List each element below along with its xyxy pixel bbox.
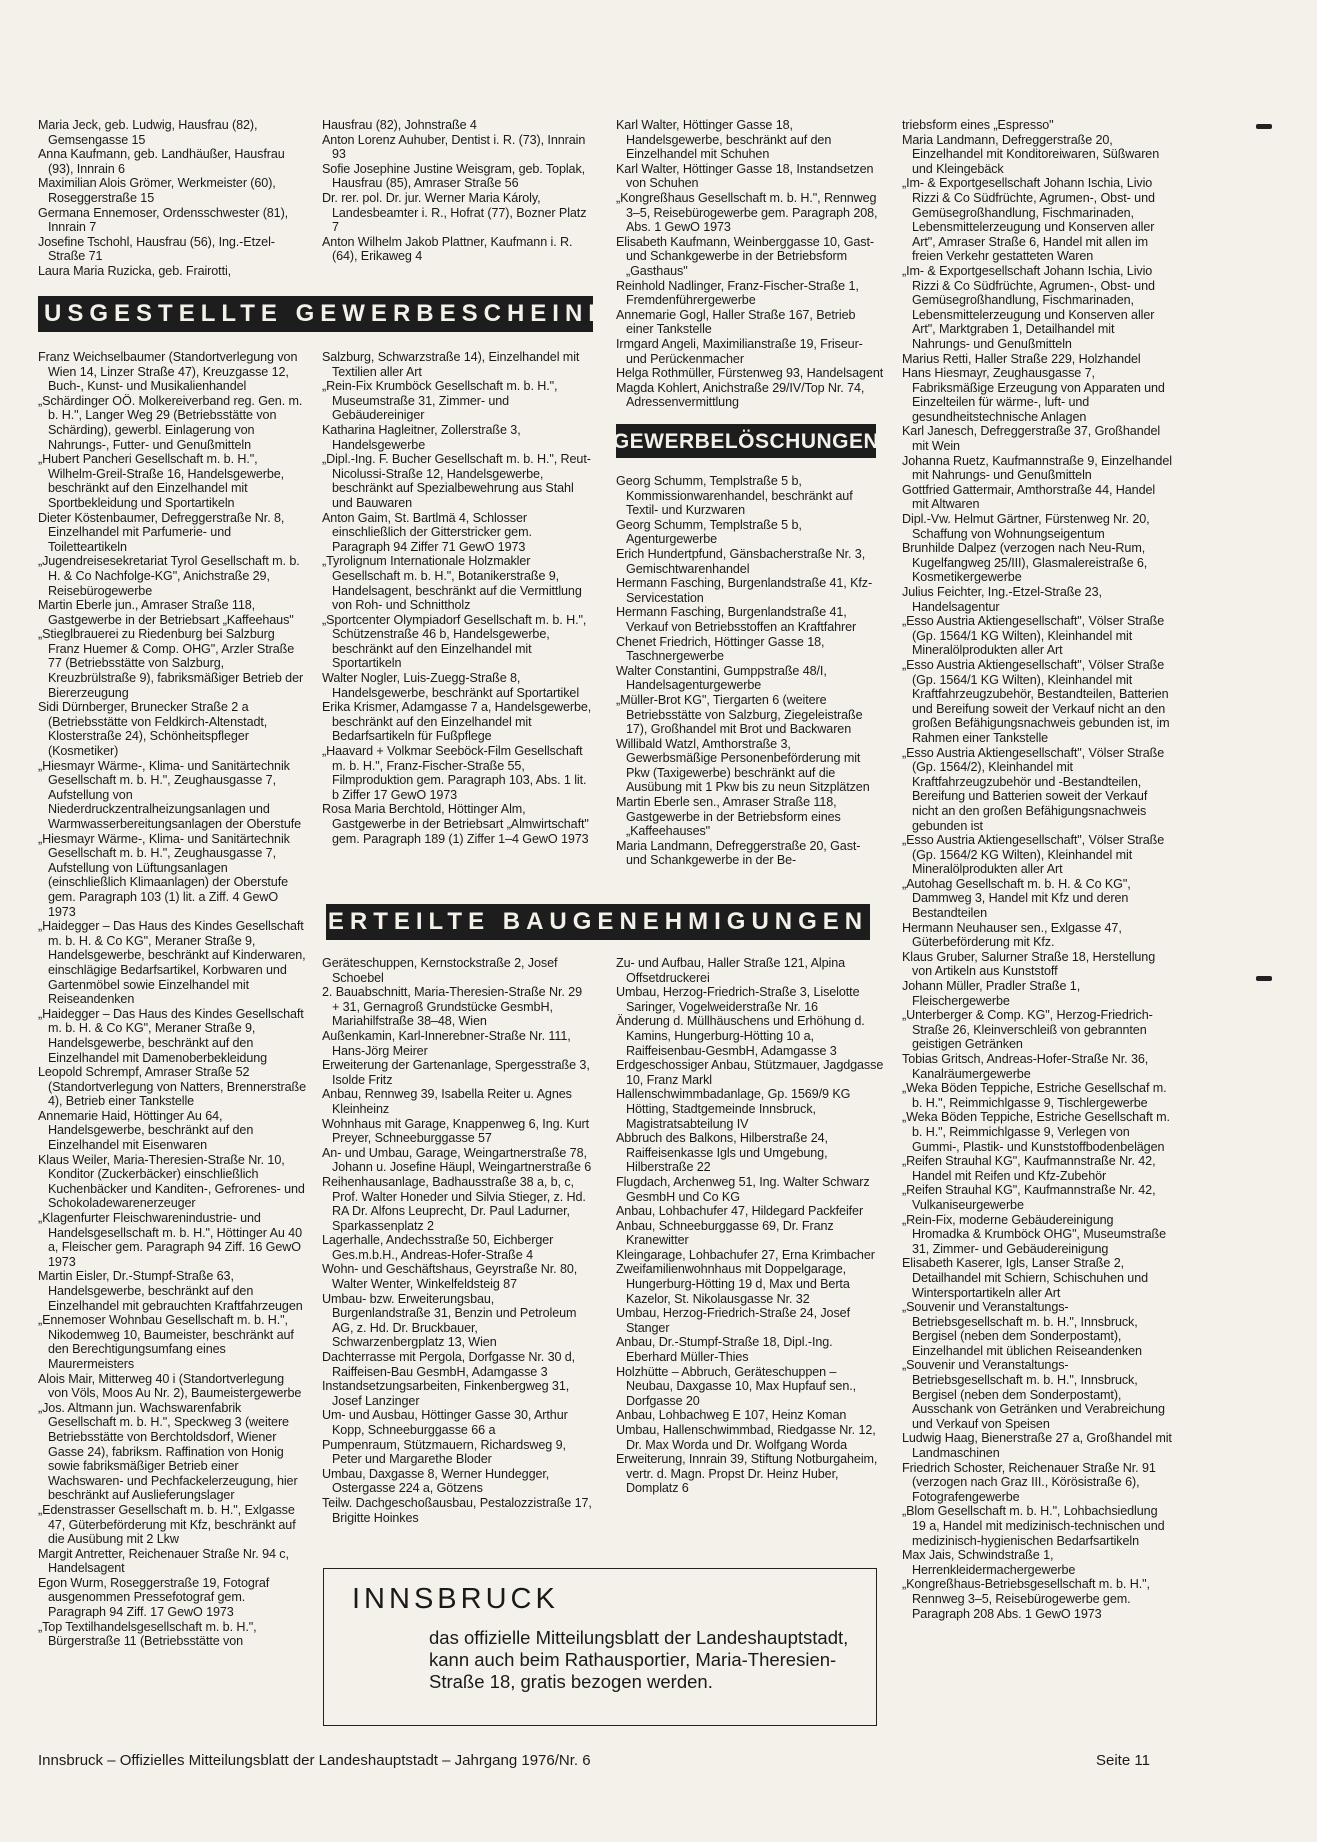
list-entry: Kleingarage, Lohbachufer 27, Erna Krimbacher — [616, 1247, 875, 1262]
list-entry: „Souvenir und Veranstaltungs-Betriebsgesellschaft m. b. H.", Innsbruck, Bergisel (neben dem Sonderpostamt), Einzelhandel mit üblichen Reiseandenken — [902, 1300, 1142, 1358]
list-entry: Annemarie Gogl, Haller Straße 167, Betrieb einer Tankstelle — [616, 307, 856, 337]
list-entry: „Jugendreisesekretariat Tyrol Gesellschaft m. b. H. & Co Nachfolge-KG", Anichstraße 29, Reisebürogewerbe — [38, 554, 300, 598]
list-entry: Erika Krismer, Adamgasse 7 a, Handelsgewerbe, beschränkt auf den Einzelhandel mit Bedarfsartikeln für Fußpflege — [322, 700, 592, 744]
list-entry: „Hubert Pancheri Gesellschaft m. b. H.", Wilhelm-Greil-Straße 16, Handelsgewerbe, beschränkt auf den Einzelhandel mit Sportbekleidung und Sportartikeln — [38, 452, 285, 510]
list-entry: „Reifen Strauhal KG", Kaufmannstraße Nr. 42, Vulkaniseurgewerbe — [902, 1183, 1156, 1212]
list-entry: Dachterrasse mit Pergola, Dorfgasse Nr. 30 d, Raiffeisen-Bau GesmbH, Adamgasse 3 — [322, 1350, 576, 1379]
list-entry: Egon Wurm, Roseggerstraße 19, Fotograf ausgenommen Pressefotograf gem. Paragraph 94 Ziff. 17 GewO 1973 — [38, 1575, 270, 1620]
list-entry: Zweifamilienwohnhaus mit Doppelgarage, Hungerburg-Hötting 19 d, Max und Berta Kazelor, St. Nikolausgasse Nr. 32 — [616, 1262, 850, 1306]
list-entry: Walter Nogler, Luis-Zuegg-Straße 8, Handelsgewerbe, beschränkt auf Sportartikel — [322, 671, 580, 700]
footer-publication: Innsbruck – Offizielles Mitteilungsblatt der Landeshauptstadt – Jahrgang 1976/Nr. 6 — [38, 1752, 591, 1769]
list-entry: „Edenstrasser Gesellschaft m. b. H.", Exlgasse 47, Güterbeförderung mit Kfz, beschränkt auf die Ausübung mit 2 Lkw — [38, 1502, 296, 1547]
list-entry: Reinhold Nadlinger, Franz-Fischer-Straße 1, Fremdenführergewerbe — [616, 278, 859, 308]
list-entry: Brunhilde Dalpez (verzogen nach Neu-Rum, Kugelfangweg 25/III), Glasmalereistraße 6, Kosmetikergewerbe — [902, 541, 1148, 585]
list-entry: Margit Antretter, Reichenauer Straße Nr. 94 c, Handelsagent — [38, 1546, 289, 1576]
list-entry: Martin Eisler, Dr.-Stumpf-Straße 63, Handelsgewerbe, beschränkt auf den Einzelhandel mit gebrauchten Kraftfahrzeugen — [38, 1269, 303, 1313]
list-entry: „Sportcenter Olympiadorf Gesellschaft m. b. H.", Schützenstraße 46 b, Handelsgewerbe, beschränkt auf den Einzelhandel mit Sportartikeln — [322, 612, 587, 671]
list-entry: Johanna Ruetz, Kaufmannstraße 9, Einzelhandel mit Nahrungs- und Genußmitteln — [902, 453, 1172, 483]
list-entry: „Stieglbrauerei zu Riedenburg bei Salzburg Franz Huemer & Comp. OHG", Arzler Straße 77 (Betriebsstätte von Salzburg, Kreuzbrülstraße 9), fabriksmäßiger Betrieb der Biererzeugung — [38, 627, 304, 700]
list-entry: Dr. rer. pol. Dr. jur. Werner Maria Károly, Landesbeamter i. R., Hofrat (77), Bozner Platz 7 — [322, 190, 587, 235]
list-entry: „Müller-Brot KG", Tiergarten 6 (weitere Betriebsstätte von Salzburg, Ziegeleistraße 17), Großhandel mit Brot und Backwaren — [616, 692, 863, 737]
list-entry: Elisabeth Kaserer, Igls, Lanser Straße 2, Detailhandel mit Schiern, Schischuhen und Wintersportartikeln aller Art — [902, 1256, 1149, 1300]
list-entry: Umbau, Herzog-Friedrich-Straße 3, Liselotte Saringer, Vogelweiderstraße Nr. 16 — [616, 985, 860, 1014]
list-entry: Umbau, Daxgasse 8, Werner Hundegger, Ostergasse 224 a, Götzens — [322, 1466, 550, 1496]
list-entry: Leopold Schrempf, Amraser Straße 52 (Standortverlegung von Natters, Brennerstraße 4), Betrieb einer Tankstelle — [38, 1065, 307, 1109]
list-entry: Außenkamin, Karl-Innerebner-Straße Nr. 111, Hans-Jörg Meirer — [322, 1028, 571, 1058]
list-entry: Maria Landmann, Defreggerstraße 20, Gast- und Schankgewerbe in der Be- — [616, 838, 861, 868]
list-entry: Gottfried Gattermair, Amthorstraße 44, Handel mit Altwaren — [902, 482, 1156, 512]
list-entry: Franz Weichselbaumer (Standortverlegung von Wien 14, Linzer Straße 47), Kreuzgasse 12, Buch-, Kunst- und Musikalienhandel — [38, 350, 298, 394]
list-entry: Johann Müller, Pradler Straße 1, Fleischergewerbe — [902, 979, 1081, 1008]
list-entry: Um- und Ausbau, Höttinger Gasse 30, Arthur Kopp, Schneeburggasse 66 a — [322, 1408, 568, 1437]
list-entry: Maximilian Alois Grömer, Werkmeister (60), Roseggerstraße 15 — [38, 176, 276, 205]
list-entry: Dieter Köstenbaumer, Defreggerstraße Nr. 8, Einzelhandel mit Parfumerie- und Toiletteartikeln — [38, 510, 285, 554]
column3-trade-cancellations — [616, 474, 884, 868]
list-entry: „Souvenir und Veranstaltungs-Betriebsgesellschaft m. b. H.", Innsbruck, Bergisel (neben dem Sonderpostamt), Ausschank von Getränken und Verabreichung und Verkauf von Speisen — [902, 1358, 1165, 1431]
info-box-title: INNSBRUCK — [352, 1583, 559, 1615]
list-entry: Hermann Neuhauser sen., Exlgasse 47, Güterbeförderung mit Kfz. — [902, 920, 1122, 950]
list-entry: Martin Eberle sen., Amraser Straße 118, Gastgewerbe in der Betriebsform eines „Kaffeehauses" — [616, 795, 841, 839]
list-entry: „Dipl.-Ing. F. Bucher Gesellschaft m. b. H.", Reut-Nicolussi-Straße 12, Handelsgewerbe, beschränkt auf Spezialbewehrung aus Stahl und Bauwaren — [322, 452, 591, 510]
column1-trade-licenses — [38, 350, 306, 1649]
list-entry: Georg Schumm, Templstraße 5 b, Kommissionwarenhandel, beschränkt auf Textil- und Kurzwaren — [616, 474, 853, 518]
list-entry: „Klagenfurter Fleischwarenindustrie- und Handelsgesellschaft m. b. H.", Höttinger Au 40 a, Fleischer gem. Paragraph 94 Ziff. 16 GewO 1973 — [38, 1211, 302, 1269]
list-entry: An- und Umbau, Garage, Weingartnerstraße 78, Johann u. Josefine Häupl, Weingartnerstraße 6 — [322, 1145, 592, 1175]
list-entry: Karl Walter, Höttinger Gasse 18, Handelsgewerbe, beschränkt auf den Einzelhandel mit Schuhen — [616, 118, 832, 162]
list-entry: „Ennemoser Wohnbau Gesellschaft m. b. H.", Nikodemweg 10, Baumeister, beschränkt auf den Berechtigungsumfang eines Maurermeisters — [38, 1313, 294, 1371]
list-entry: Hermann Fasching, Burgenlandstraße 41, Verkauf von Betriebsstoffen an Kraftfahrer — [616, 605, 857, 634]
list-entry: Magda Kohlert, Anichstraße 29/IV/Top Nr. 74, Adressenvermittlung — [616, 380, 865, 410]
list-entry: „Haidegger – Das Haus des Kindes Gesellschaft m. b. H. & Co KG", Meraner Straße 9, Handelsgewerbe, beschränkt auf Kinderwaren, einschlägige Bedarfsartikel, Korbwaren und Gartenmöbel sowie Einzelhandel mit Reiseandenken — [38, 919, 306, 1007]
list-entry: Erdgeschossiger Anbau, Stützmauer, Jagdgasse 10, Franz Markl — [616, 1058, 884, 1087]
list-entry: Holzhütte – Abbruch, Geräteschuppen – Neubau, Daxgasse 10, Max Hupfauf sen., Dorfgasse 20 — [616, 1364, 857, 1408]
list-entry: Dipl.-Vw. Helmut Gärtner, Fürstenweg Nr. 20, Schaffung von Wohnungseigentum — [902, 512, 1150, 541]
list-entry: „Kongreßhaus Gesellschaft m. b. H.", Rennweg 3–5, Reisebürogewerbe gem. Paragraph 208, Abs. 1 GewO 1973 — [616, 190, 878, 235]
list-entry: Anton Wilhelm Jakob Plattner, Kaufmann i. R. (64), Erikaweg 4 — [322, 234, 573, 264]
list-entry: triebsform eines „Espresso" — [902, 118, 1054, 132]
list-entry: Anbau, Lohbachufer 47, Hildegard Packfeifer — [616, 1204, 864, 1219]
list-entry: „Esso Austria Aktiengesellschaft", Völser Straße (Gp. 1564/1 KG Wilten), Kleinhandel mit Kraftfahrzeugzubehör, Bestandteilen, Batterien und Bereifung soweit der Verkauf nicht an den großen Befähigungsnachweis gebunden ist, im Rahmen einer Tankstelle — [902, 657, 1170, 745]
list-entry: „Jos. Altmann jun. Wachswarenfabrik Gesellschaft m. b. H.", Speckweg 3 (weitere Betriebsstätte von Berchtoldsdorf, Wiener Gasse 24), fabriksm. Raffination von Honig sowie fabriksmäßiger Betrieb einer Wachswaren- und Pechfackelerzeugung, hier beschränkt auf Auslieferungslager — [38, 1400, 298, 1503]
list-entry: Erweiterung, Innrain 39, Stiftung Notburgaheim, vertr. d. Magn. Propst Dr. Heinz Huber, Domplatz 6 — [616, 1452, 878, 1496]
column4-trade-cancellations — [902, 118, 1174, 1621]
list-entry: Klaus Gruber, Salurner Straße 18, Herstellung von Artikeln aus Kunststoff — [902, 949, 1156, 979]
list-entry: „Blom Gesellschaft m. b. H.", Lohbachsiedlung 19 a, Handel mit medizinisch-technischen und medizinisch-hygienischen Bedarfsartikeln — [902, 1504, 1165, 1548]
list-entry: Anna Kaufmann, geb. Landhäußer, Hausfrau (93), Innrain 6 — [38, 147, 285, 176]
list-entry: Anton Gaim, St. Bartlmä 4, Schlosser einschließlich der Gitterstricker gem. Paragraph 94 Ziffer 71 GewO 1973 — [322, 510, 532, 554]
list-entry: „Kongreßhaus-Betriebsgesellschaft m. b. H.", Rennweg 3–5, Reisebürogewerbe gem. Paragraph 208 Abs. 1 GewO 1973 — [902, 1577, 1150, 1621]
list-entry: „Hiesmayr Wärme-, Klima- und Sanitärtechnik Gesellschaft m. b. H.", Zeughausgasse 7, Aufstellung von Niederdruckzentralheizungsanlagen und Warmwasserbereitungsanlagen der Oberstufe — [38, 758, 302, 831]
list-entry: Alois Mair, Mitterweg 40 i (Standortverlegung von Völs, Moos Au Nr. 2), Baumeistergewerbe — [38, 1371, 302, 1401]
registration-mark — [1256, 124, 1272, 129]
list-entry: „Esso Austria Aktiengesellschaft", Völser Straße (Gp. 1564/2 KG Wilten), Kleinhandel mit Mineralölprodukten aller Art — [902, 833, 1165, 877]
list-entry: „Rein-Fix Krumböck Gesellschaft m. b. H.", Museumstraße 31, Zimmer- und Gebäudereiniger — [322, 379, 558, 423]
list-entry: „Rein-Fix, moderne Gebäudereinigung Hromadka & Krumböck OHG", Museumstraße 31, Zimmer- und Gebäudereinigung — [902, 1212, 1167, 1256]
list-entry: Lagerhalle, Andechsstraße 50, Eichberger Ges.m.b.H., Andreas-Hofer-Straße 4 — [322, 1233, 554, 1262]
list-entry: Umbau, Herzog-Friedrich-Straße 24, Josef Stanger — [616, 1306, 850, 1335]
list-entry: Hausfrau (82), Johnstraße 4 — [322, 118, 477, 132]
list-entry: Georg Schumm, Templstraße 5 b, Agenturgewerbe — [616, 517, 802, 547]
list-entry: Anbau, Schneeburggasse 69, Dr. Franz Kranewitter — [616, 1218, 834, 1248]
list-entry: Friedrich Schoster, Reichenauer Straße Nr. 91 (verzogen nach Graz III., Körösistraße 6), Fotografengewerbe — [902, 1460, 1156, 1504]
list-entry: Erich Hundertpfund, Gänsbacherstraße Nr. 3, Gemischtwarenhandel — [616, 546, 866, 576]
list-entry: „Haavard + Volkmar Seeböck-Film Gesellschaft m. b. H.", Franz-Fischer-Straße 55, Filmproduktion gem. Paragraph 103, Abs. 1 lit. b Ziffer 17 GewO 1973 — [322, 744, 587, 802]
list-entry: Anton Lorenz Auhuber, Dentist i. R. (73), Innrain 93 — [322, 132, 586, 162]
list-entry: „Tyrolignum Internationale Holzmakler Gesellschaft m. b. H.", Botanikerstraße 9, Handelsagent, beschränkt auf die Vermittlung von Roh- und Schnittholz — [322, 554, 582, 613]
list-entry: Klaus Weiler, Maria-Theresien-Straße Nr. 10, Konditor (Zuckerbäcker) einschließlich Kuchenbäcker und Kanditen-, Gefrorenes- und Schokoladewarenerzeuger — [38, 1152, 305, 1211]
list-entry: Josefine Tschohl, Hausfrau (56), Ing.-Etzel-Straße 71 — [38, 234, 275, 264]
list-entry: „Autohag Gesellschaft m. b. H. & Co KG", Dammweg 3, Handel mit Kfz und deren Bestandteilen — [902, 876, 1131, 921]
list-entry: Umbau, Hallenschwimmbad, Riedgasse Nr. 12, Dr. Max Worda und Dr. Wolfgang Worda — [616, 1423, 876, 1452]
list-entry: „Unterberger & Comp. KG", Herzog-Friedrich-Straße 26, Kleinverschleiß von gebrannten geistigen Getränken — [902, 1008, 1153, 1052]
list-entry: Tobias Gritsch, Andreas-Hofer-Straße Nr. 36, Kanalräumergewerbe — [902, 1052, 1149, 1081]
list-entry: Änderung d. Müllhäuschens und Erhöhung d. Kamins, Hungerburg-Hötting 10 a, Raiffeisenbau-GesmbH, Adamgasse 3 — [616, 1014, 865, 1058]
list-entry: Rosa Maria Berchtold, Höttinger Alm, Gastgewerbe in der Betriebsart „Almwirtschaft" gem. Paragraph 189 (1) Ziffer 1–4 GewO 1973 — [322, 802, 589, 846]
column1-obituaries — [38, 118, 306, 279]
section-banner-trade-licenses: AUSGESTELLTE GEWERBESCHEINE — [38, 296, 593, 332]
column3-trade-licenses — [616, 118, 884, 410]
list-entry: Irmgard Angeli, Maximilianstraße 19, Friseur- und Perückenmacher — [616, 336, 863, 366]
list-entry: Geräteschuppen, Kernstockstraße 2, Josef Schoebel — [322, 956, 558, 985]
list-entry: Flugdach, Archenweg 51, Ing. Walter Schwarz GesmbH und Co KG — [616, 1174, 870, 1204]
list-entry: Karl Janesch, Defreggerstraße 37, Großhandel mit Wein — [902, 424, 1161, 454]
registration-mark — [1256, 976, 1272, 981]
list-entry: „Esso Austria Aktiengesellschaft", Völser Straße (Gp. 1564/1 KG Wilten), Kleinhandel mit Mineralölprodukten aller Art — [902, 614, 1165, 658]
list-entry: Hermann Fasching, Burgenlandstraße 41, Kfz-Servicestation — [616, 576, 873, 605]
list-entry: Anbau, Dr.-Stumpf-Straße 18, Dipl.-Ing. Eberhard Müller-Thies — [616, 1335, 833, 1365]
column2-obituaries — [322, 118, 592, 264]
list-entry: Elisabeth Kaufmann, Weinberggasse 10, Gast- und Schankgewerbe in der Betriebsform „Gasthaus" — [616, 234, 874, 278]
list-entry: 2. Bauabschnitt, Maria-Theresien-Straße Nr. 29 + 31, Gernagroß Grundstücke GesmbH, Mariahilfstraße 38–48, Wien — [322, 985, 582, 1029]
list-entry: Wohn- und Geschäftshaus, Geyrstraße Nr. 80, Walter Wenter, Winkelfeldsteig 87 — [322, 1262, 578, 1292]
list-entry: Abbruch des Balkons, Hilberstraße 24, Raiffeisenkasse Igls und Umgebung, Hilberstraße 22 — [616, 1131, 828, 1175]
list-entry: Marius Retti, Haller Straße 229, Holzhandel — [902, 351, 1141, 366]
footer-page-number: Seite 11 — [1096, 1752, 1150, 1769]
list-entry: „Im- & Exportgesellschaft Johann Ischia, Livio Rizzi & Co Südfrüchte, Agrumen-, Obst- und Gemüsegroßhandlung, Fischmarinaden, Lebensmittelerzeugung und Konserven aller Art", Marktgraben 1, Detailhandel mit Nahrungs- und Genußmitteln — [902, 263, 1155, 351]
list-entry: Sidi Dürnberger, Brunecker Straße 2 a (Betriebsstätte von Feldkirch-Altenstadt, Klosterstraße 24), Schönheitspfleger (Kosmetiker) — [38, 700, 268, 759]
list-entry: „Schärdinger OÖ. Molkereiverband reg. Gen. m. b. H.", Langer Weg 29 (Betriebsstätte von Schärding), gewerbl. Einlagerung von Nahrungs-, Futter- und Genußmitteln — [38, 393, 303, 452]
list-entry: Laura Maria Ruzicka, geb. Frairotti, — [38, 263, 232, 278]
list-entry: Teilw. Dachgeschoßausbau, Pestalozzistraße 17, Brigitte Hoinkes — [322, 1495, 592, 1525]
section-banner-trade-cancellations: GEWERBELÖSCHUNGEN — [616, 424, 876, 458]
list-entry: Reihenhausanlage, Badhausstraße 38 a, b, c, Prof. Walter Honeder und Silvia Stieger, z. Hd. RA Dr. Alfons Leuprecht, Dr. Paul Ladurner, Sparkassenplatz 2 — [322, 1174, 586, 1233]
list-entry: „Reifen Strauhal KG", Kaufmannstraße Nr. 42, Handel mit Reifen und Kfz-Zubehör — [902, 1154, 1156, 1183]
list-entry: „Weka Böden Teppiche, Estriche Gesellschaf m. b. H.", Reimmichlgasse 9, Tischlergewerbe — [902, 1081, 1167, 1110]
list-entry: Hallenschwimmbadanlage, Gp. 1569/9 KG Hötting, Stadtgemeinde Innsbruck, Magistratsabteilung IV — [616, 1087, 851, 1131]
list-entry: Annemarie Haid, Höttinger Au 64, Handelsgewerbe, beschränkt auf den Einzelhandel mit Eisenwaren — [38, 1108, 254, 1153]
list-entry: Sofie Josephine Justine Weisgram, geb. Toplak, Hausfrau (85), Amraser Straße 56 — [322, 161, 586, 191]
list-entry: Walter Constantini, Gumppstraße 48/I, Handelsagenturgewerbe — [616, 663, 827, 693]
list-entry: Maria Landmann, Defreggerstraße 20, Einzelhandel mit Konditoreiwaren, Süßwaren und Kleingebäck — [902, 132, 1160, 176]
list-entry: Helga Rothmüller, Fürstenweg 93, Handelsagent — [616, 366, 884, 381]
list-entry: „Im- & Exportgesellschaft Johann Ischia, Livio Rizzi & Co Südfrüchte, Agrumen-, Obst- und Gemüsegroßhandlung, Fischmarinaden, Lebensmittelerzeugung und Konserven aller Art", Amraser Straße 6, Handel mit allen im freien Verkehr gestatteten Waren — [902, 176, 1155, 264]
column2-building-permits — [322, 956, 592, 1525]
column2-trade-licenses — [322, 350, 592, 846]
list-entry: Max Jais, Schwindstraße 1, Herrenkleidermachergewerbe — [902, 1548, 1076, 1577]
list-entry: Katharina Hagleitner, Zollerstraße 3, Handelsgewerbe — [322, 422, 521, 452]
list-entry: Anbau, Rennweg 39, Isabella Reiter u. Agnes Kleinheinz — [322, 1087, 572, 1116]
list-entry: Willibald Watzl, Amthorstraße 3, Gewerbsmäßige Personenbeförderung mit Pkw (Taxigewerbe) beschränkt auf die Ausübung mit 1 Pkw bis zu neun Sitzplätzen — [616, 736, 870, 795]
list-entry: Umbau- bzw. Erweiterungsbau, Burgenlandstraße 31, Benzin und Petroleum AG, z. Hd. Dr. Bruckbauer, Schwarzenbergplatz 13, Wien — [322, 1291, 577, 1350]
list-entry: Anbau, Lohbachweg E 107, Heinz Koman — [616, 1408, 847, 1423]
list-entry: Salzburg, Schwarzstraße 14), Einzelhandel mit Textilien aller Art — [322, 350, 580, 379]
list-entry: Chenet Friedrich, Höttinger Gasse 18, Taschnergewerbe — [616, 634, 825, 664]
list-entry: Zu- und Aufbau, Haller Straße 121, Alpina Offsetdruckerei — [616, 956, 846, 985]
list-entry: Julius Feichter, Ing.-Etzel-Straße 23, Handelsagentur — [902, 585, 1102, 614]
list-entry: „Haidegger – Das Haus des Kindes Gesellschaft m. b. H. & Co KG", Meraner Straße 9, Handelsgewerbe, beschränkt auf den Einzelhandel mit Damenoberbekleidung — [38, 1006, 304, 1065]
list-entry: Hans Hiesmayr, Zeughausgasse 7, Fabriksmäßige Erzeugung von Apparaten und Einzelteilen für wärme-, luft- und gesundheitstechnische Anlagen — [902, 366, 1165, 424]
list-entry: Erweiterung der Gartenanlage, Spergesstraße 3, Isolde Fritz — [322, 1058, 590, 1087]
list-entry: Wohnhaus mit Garage, Knappenweg 6, Ing. Kurt Preyer, Schneeburggasse 57 — [322, 1116, 589, 1146]
list-entry: Pumpenraum, Stützmauern, Richardsweg 9, Peter und Margarethe Bloder — [322, 1437, 566, 1467]
list-entry: „Hiesmayr Wärme-, Klima- und Sanitärtechnik Gesellschaft m. b. H.", Zeughausgasse 7, Aufstellung von Lüftungsanlagen (einschließlich Klimaanlagen) der Oberstufe gem. Paragraph 103 (1) lit. a Ziff. 4 GewO 1973 — [38, 831, 290, 919]
list-entry: „Top Textilhandelsgesellschaft m. b. H.", Bürgerstraße 11 (Betriebsstätte von — [38, 1619, 257, 1649]
column3-building-permits — [616, 956, 884, 1496]
list-entry: Martin Eberle jun., Amraser Straße 118, Gastgewerbe in der Betriebsart „Kaffeehaus" — [38, 598, 294, 627]
innsbruck-info-box — [323, 1568, 877, 1726]
list-entry: Karl Walter, Höttinger Gasse 18, Instandsetzen von Schuhen — [616, 161, 874, 191]
list-entry: „Weka Böden Teppiche, Estriche Gesellschaft m. b. H.", Reimmichlgasse 9, Verlegen von Gummi-, Plastik- und Kunststoffbodenbelägen — [902, 1110, 1170, 1154]
list-entry: Instandsetzungsarbeiten, Finkenbergweg 31, Josef Lanzinger — [322, 1379, 570, 1408]
list-entry: „Esso Austria Aktiengesellschaft", Völser Straße (Gp. 1564/2), Kleinhandel mit Kraftfahrzeugzubehör und -Bestandteilen, Bereifung und Batterien soweit der Verkauf nicht an den großen Befähigungsnachweis gebunden ist — [902, 745, 1165, 833]
list-entry: Germana Ennemoser, Ordensschwester (81), Innrain 7 — [38, 205, 289, 235]
list-entry: Maria Jeck, geb. Ludwig, Hausfrau (82), Gemsengasse 15 — [38, 118, 258, 147]
info-box-text: das offizielle Mitteilungsblatt der Landeshauptstadt, kann auch beim Rathausportier, Maria-Theresien-Straße 18, gratis bezogen werden. — [429, 1627, 849, 1692]
section-banner-building-permits: ERTEILTE BAUGENEHMIGUNGEN — [326, 904, 870, 940]
list-entry: Ludwig Haag, Bienerstraße 27 a, Großhandel mit Landmaschinen — [902, 1431, 1172, 1461]
